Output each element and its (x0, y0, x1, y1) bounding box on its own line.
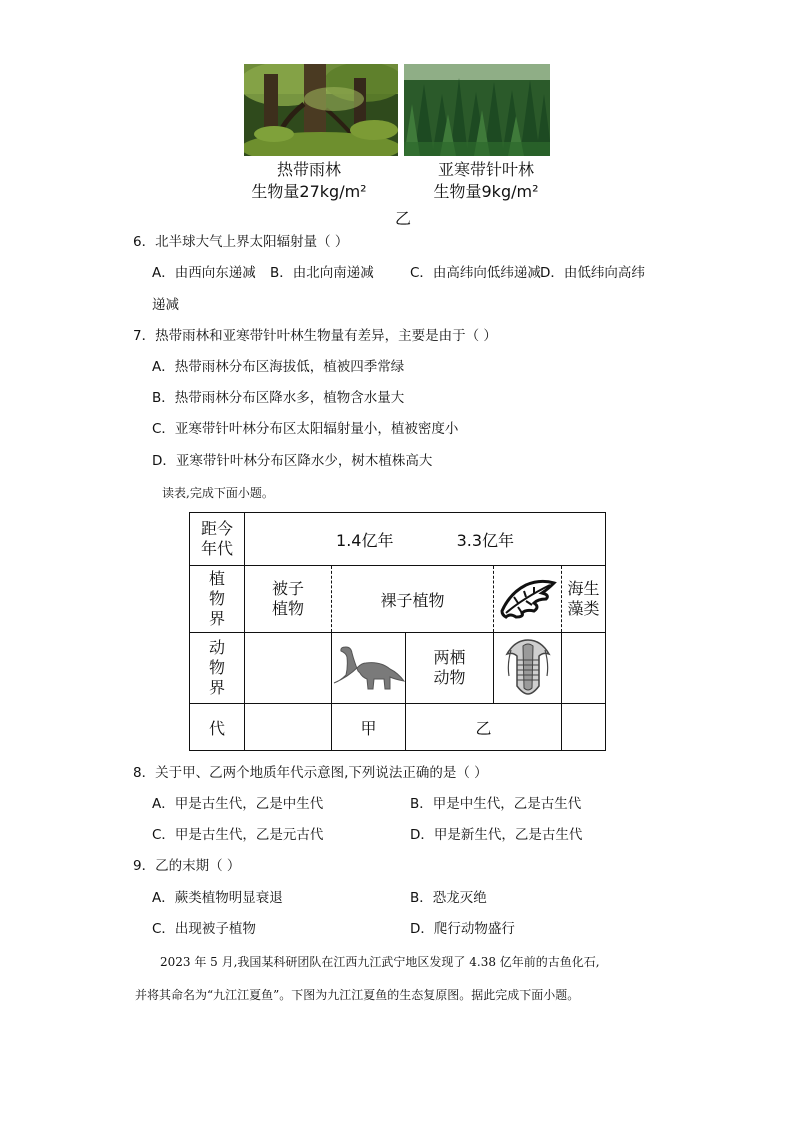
row-label-era: 代 (190, 704, 245, 751)
q8-stem: 8．关于甲、乙两个地质年代示意图,下列说法正确的是（ ） (133, 765, 488, 781)
q6-stem: 6．北半球大气上界太阳辐射量（ ） (133, 234, 349, 250)
q9-option-b: B．恐龙灭绝 (410, 890, 487, 906)
marine-algae-cell: 海生藻类 (562, 566, 606, 633)
era-jia-cell: 甲 (332, 704, 406, 751)
rainforest-caption (244, 159, 374, 203)
animals-empty-cell (245, 633, 332, 704)
q8-option-a: A．甲是古生代，乙是中生代 (152, 796, 324, 812)
era-empty-cell-right (562, 704, 606, 751)
q9-option-c: C．出现被子植物 (152, 921, 256, 937)
table-intro: 读表,完成下面小题。 (162, 486, 274, 500)
q6-option-c: C．由高纬向低纬递减 (410, 265, 541, 281)
coniferous-name: 亚寒带针叶林 (437, 160, 534, 179)
age-3-3: 3.3亿年 (456, 530, 515, 550)
amphibian-cell: 两栖动物 (406, 633, 494, 704)
geologic-time-table (189, 512, 606, 751)
coniferous-caption (416, 159, 556, 203)
coniferous-biomass: 生物量9kg/m² (433, 182, 539, 201)
angiosperm-cell: 被子植物 (245, 566, 332, 633)
animals-empty-cell-right (562, 633, 606, 704)
age-cell (245, 513, 606, 566)
row-label-plants: 植物界 (190, 566, 245, 633)
era-empty-cell (245, 704, 332, 751)
age-1-4: 1.4亿年 (336, 530, 394, 550)
q6-option-b: B．由北向南递减 (270, 265, 374, 281)
figure-label: 乙 (395, 209, 412, 228)
dinosaur-icon (332, 633, 406, 704)
passage-line-2: 并将其命名为“九江江夏鱼”。下图为九江江夏鱼的生态复原图。据此完成下面小题。 (135, 988, 580, 1002)
q7-option-d: D．亚寒带针叶林分布区降水少，树木植株高大 (152, 453, 433, 469)
q8-option-b: B．甲是中生代，乙是古生代 (410, 796, 582, 812)
row-label-animals: 动物界 (190, 633, 245, 704)
q9-stem: 9．乙的末期（ ） (133, 858, 241, 874)
q9-option-a: A．蕨类植物明显衰退 (152, 890, 283, 906)
q7-stem: 7．热带雨林和亚寒带针叶林生物量有差异，主要是由于（ ） (133, 328, 497, 344)
q6-option-d-overflow: 递减 (152, 297, 179, 313)
gymnosperm-cell: 裸子植物 (332, 566, 494, 633)
q7-option-a: A．热带雨林分布区海拔低，植被四季常绿 (152, 359, 405, 375)
q9-option-d: D．爬行动物盛行 (410, 921, 515, 937)
q6-option-d: D．由低纬向高纬 (540, 265, 645, 281)
q6-option-a: A．由西向东递减 (152, 265, 256, 281)
rainforest-biomass: 生物量27kg/m² (251, 182, 367, 201)
passage-line-1: 2023 年 5 月,我国某科研团队在江西九江武宁地区发现了 4.38 亿年前的古鱼化石, (160, 955, 600, 969)
trilobite-icon (494, 633, 562, 704)
era-yi-cell: 乙 (406, 704, 562, 751)
q8-option-c: C．甲是古生代，乙是元古代 (152, 827, 324, 843)
q8-option-d: D．甲是新生代，乙是古生代 (410, 827, 583, 843)
q7-option-b: B．热带雨林分布区降水多，植物含水量大 (152, 390, 405, 406)
coniferous-forest-photo (404, 64, 550, 156)
rainforest-photo (244, 64, 398, 156)
fern-fossil-icon (494, 566, 562, 633)
q7-option-c: C．亚寒带针叶林分布区太阳辐射量小，植被密度小 (152, 421, 459, 437)
row-label-age: 距今年代 (190, 513, 245, 566)
rainforest-name: 热带雨林 (276, 160, 341, 179)
